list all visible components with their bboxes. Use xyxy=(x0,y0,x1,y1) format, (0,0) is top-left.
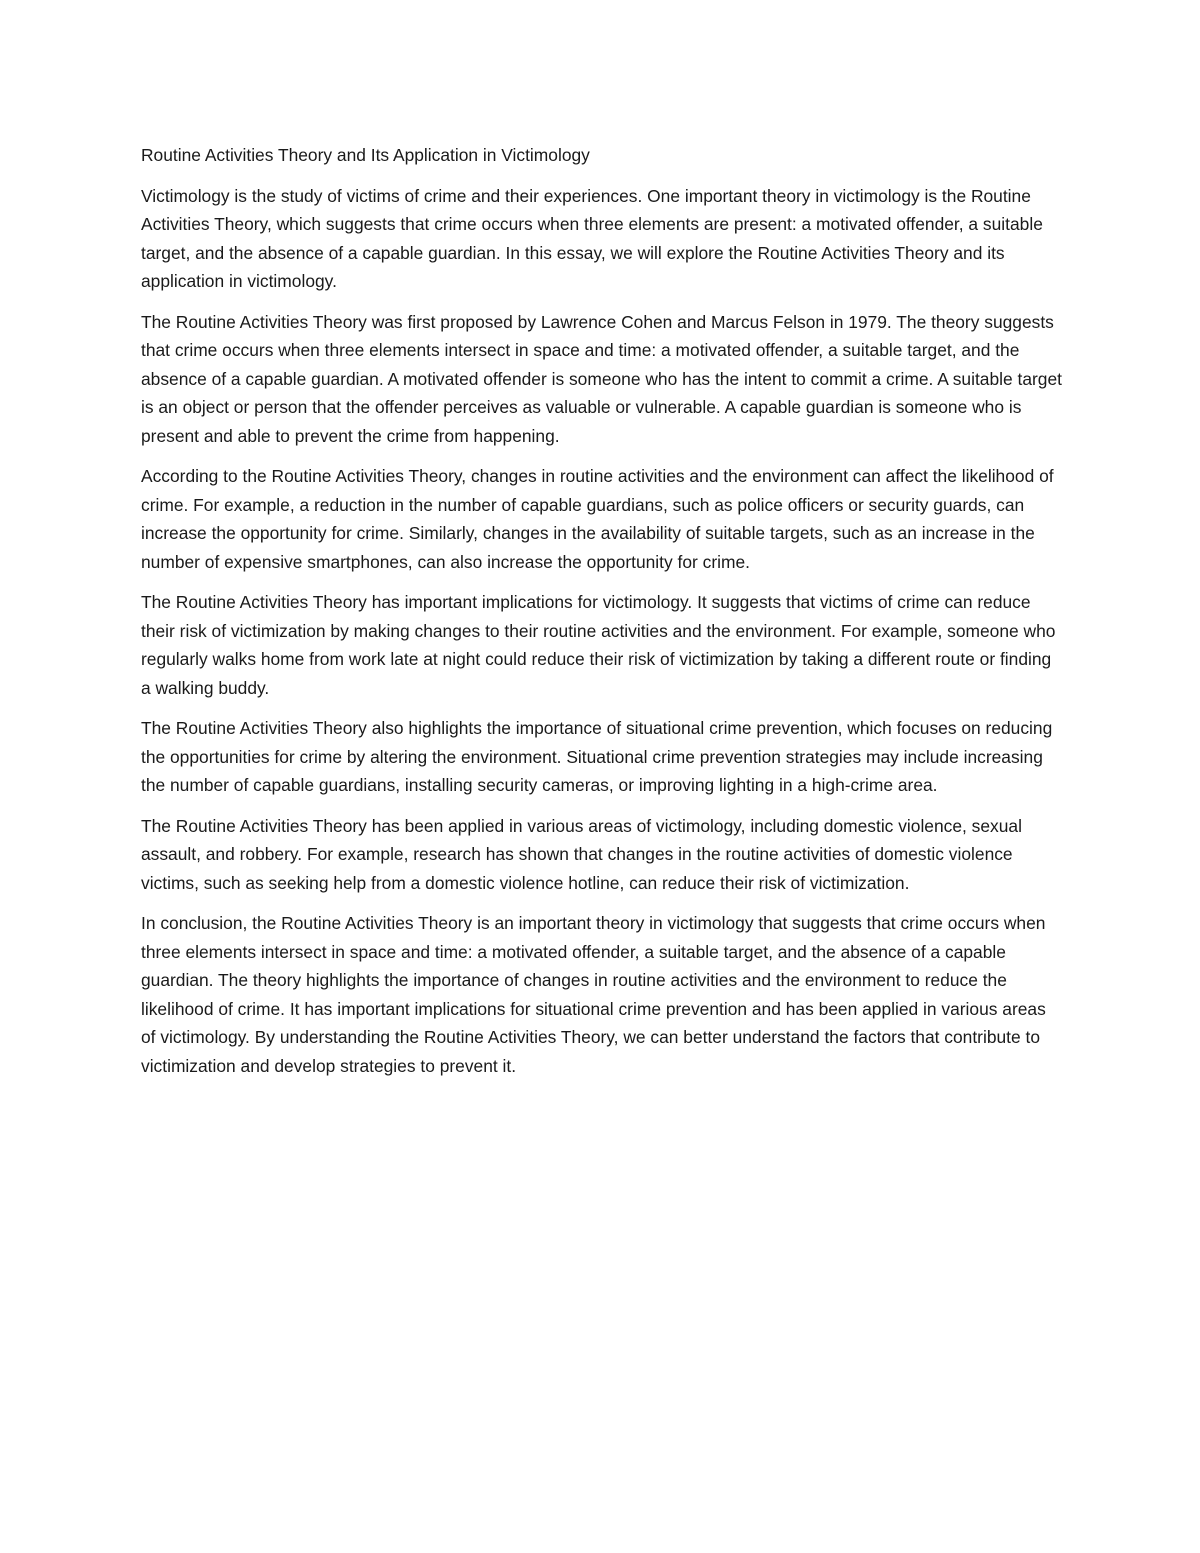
paragraph-routine-changes: According to the Routine Activities Theory, changes in routine activities and the environment can affect the likelihood of crime. For example, a reduction in the number of capable guardians, such as police officers or security guards, can increase the opportunity for crime. Similarly, changes in the availability of suitable targets, such as an increase in the number of expensive smartphones, can also increase the opportunity for crime. xyxy=(141,466,1054,572)
paragraph-theory-origin: The Routine Activities Theory was first proposed by Lawrence Cohen and Marcus Felson in 1979. The theory suggests that crime occurs when three elements intersect in space and time: a motivated offender, a suitable target, and the absence of a capable guardian. A motivated offender is someone who has the intent to commit a crime. A suitable target is an object or person that the offender perceives as valuable or vulnerable. A capable guardian is someone who is present and able to prevent the crime from happening. xyxy=(141,311,1062,446)
paragraph-introduction: Victimology is the study of victims of crime and their experiences. One important theory in victimology is the Routine Activities Theory, which suggests that crime occurs when three elements are present: a motivated offender, a suitable target, and the absence of a capable guardian. In this essay, we will explore the Routine Activities Theory and its application in victimology. xyxy=(141,185,1043,291)
paragraph-conclusion: In conclusion, the Routine Activities Theory is an important theory in victimology that suggests that crime occurs when three elements intersect in space and time: a motivated offender, a suitable target, and the absence of a capable guardian. The theory highlights the importance of changes in routine activities and the environment to reduce the likelihood of crime. It has important implications for situational crime prevention and has been applied in various areas of victimology. By understanding the Routine Activities Theory, we can better understand the factors that contribute to victimization and develop strategies to prevent it. xyxy=(141,913,1046,1076)
paragraph-situational-prevention: The Routine Activities Theory also highlights the importance of situational crime prevention, which focuses on reducing the opportunities for crime by altering the environment. Situational crime prevention strategies may include increasing the number of capable guardians, installing security cameras, or improving lighting in a high-crime area. xyxy=(141,718,1053,795)
paragraph-applications: The Routine Activities Theory has been applied in various areas of victimology, including domestic violence, sexual assault, and robbery. For example, research has shown that changes in the routine activities of domestic violence victims, such as seeking help from a domestic violence hotline, can reduce their risk of victimization. xyxy=(141,815,1022,893)
document-title: Routine Activities Theory and Its Application in Victimology xyxy=(141,145,590,165)
document-body xyxy=(141,141,1063,1092)
paragraph-implications: The Routine Activities Theory has important implications for victimology. It suggests that victims of crime can reduce their risk of victimization by making changes to their routine activities and the environment. For example, someone who regularly walks home from work late at night could reduce their risk of victimization by taking a different route or finding a walking buddy. xyxy=(141,592,1056,698)
